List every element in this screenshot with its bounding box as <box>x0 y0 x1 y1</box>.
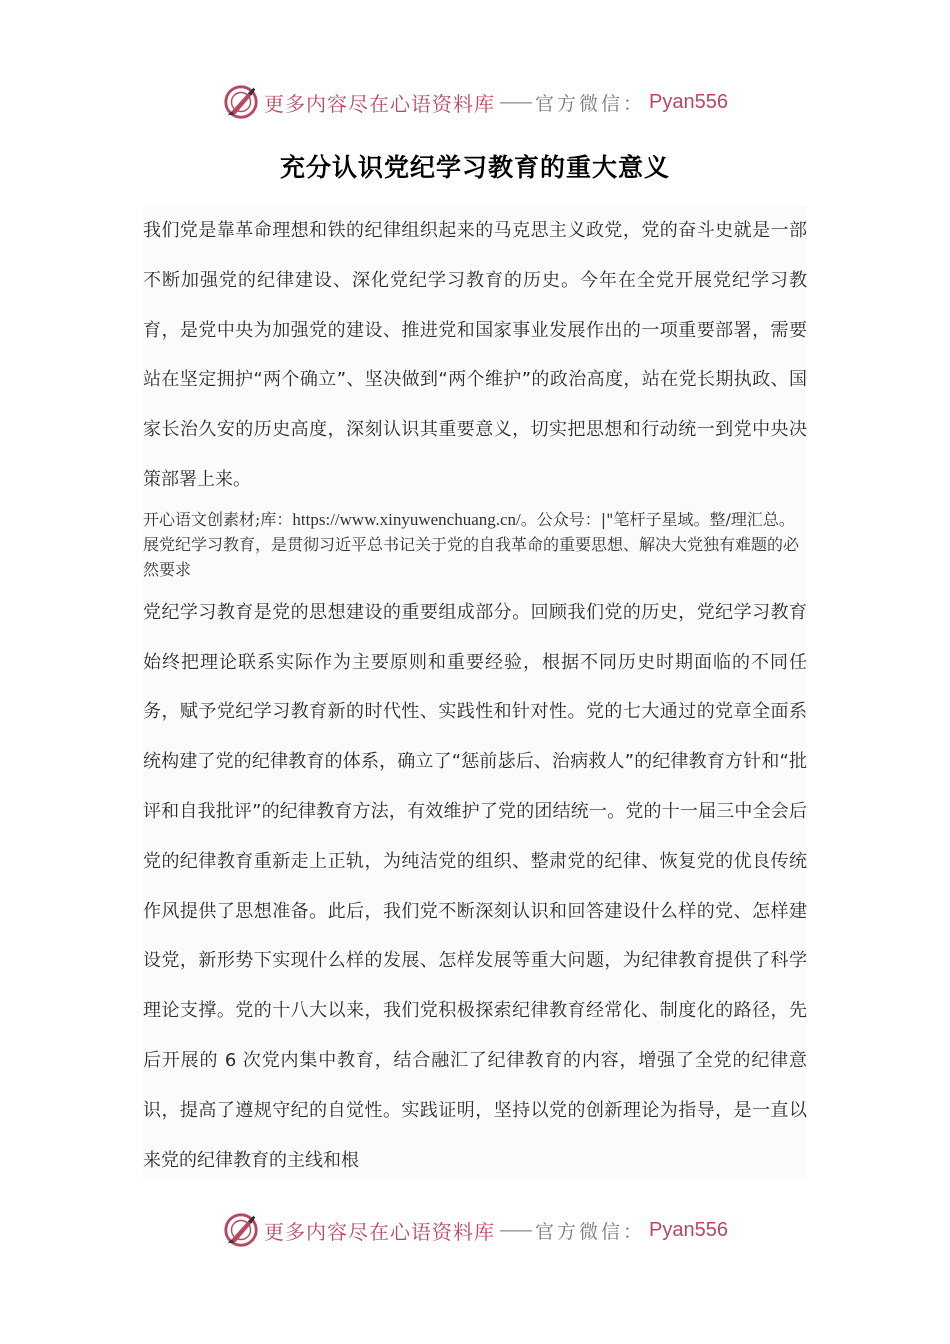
banner-separator: —— <box>499 1219 531 1241</box>
note-url: https://www.xinyuwenchuang.cn/ <box>292 509 521 529</box>
paragraph-1: 我们党是靠革命理想和铁的纪律组织起来的马克思主义政党，党的奋斗史就是一部不断加强党的纪律建设、深化党纪学习教育的历史。今年在全党开展党纪学习教育，是党中央为加强党的建设、推进党和国家事业发展作出的一项重要部署，需要站在坚定拥护“两个确立”、坚决做到“两个维护”的政治高度，站在党长期执政、国家长治久安的历史高度，深刻认识其重要意义，切实把思想和行动统一到党中央决策部署上来。 <box>143 220 807 490</box>
page-title: 充分认识党纪学习教育的重大意义 <box>279 153 670 182</box>
document-body <box>143 206 807 1180</box>
banner-handle: Pyan556 <box>649 90 728 113</box>
paragraph-2: 党纪学习教育是党的思想建设的重要组成部分。回顾我们党的历史，党纪学习教育始终把理论联系实际作为主要原则和重要经验，根据不同历史时期面临的不同任务，赋予党纪学习教育新的时代性、实践性和针对性。党的七大通过的党章全面系统构建了党的纪律教育的体系，确立了“惩前毖后、治病救人”的纪律教育方针和“批评和自我批评”的纪律教育方法，有效维护了党的团结统一。党的十一届三中全会后党的纪律教育重新走上正轨，为纯洁党的组织、整肃党的纪律、恢复党的优良传统作风提供了思想准备。此后，我们党不断深刻认识和回答建设什么样的党、怎样建设党，新形势下实现什么样的发展、怎样发展等重大问题，为纪律教育提供了科学理论支撑。党的十八大以来，我们党积极探索纪律教育经常化、制度化的路径，先后开展的 6 次党内集中教育，结合融汇了纪律教育的内容，增强了全党的纪律意识，提高了遵规守纪的自觉性。实践证明，坚持以党的创新理论为指导，是一直以来党的纪律教育的主线和根 <box>143 601 807 1171</box>
banner-handle: Pyan556 <box>649 1218 728 1241</box>
pen-emblem-logo <box>222 1211 260 1249</box>
note-suffix: 。公众号：|"笔杆子星域。整/理汇总。展党纪学习教育，是贯彻习近平总书记关于党的自我革命的重要思想、解决大党独有难题的必然要求 <box>143 509 800 579</box>
source-note <box>143 507 807 582</box>
banner-text: 更多内容尽在心语资料库 <box>264 91 495 116</box>
banner-label: 官方微信： <box>535 92 646 115</box>
footer-banner <box>0 1208 950 1252</box>
banner-label: 官方微信： <box>535 1220 646 1243</box>
note-prefix: 开心语文创素材;库： <box>143 509 293 529</box>
banner-text: 更多内容尽在心语资料库 <box>264 1219 495 1244</box>
pen-emblem-logo <box>222 83 260 121</box>
banner-separator: —— <box>499 91 531 113</box>
header-banner <box>0 80 950 124</box>
